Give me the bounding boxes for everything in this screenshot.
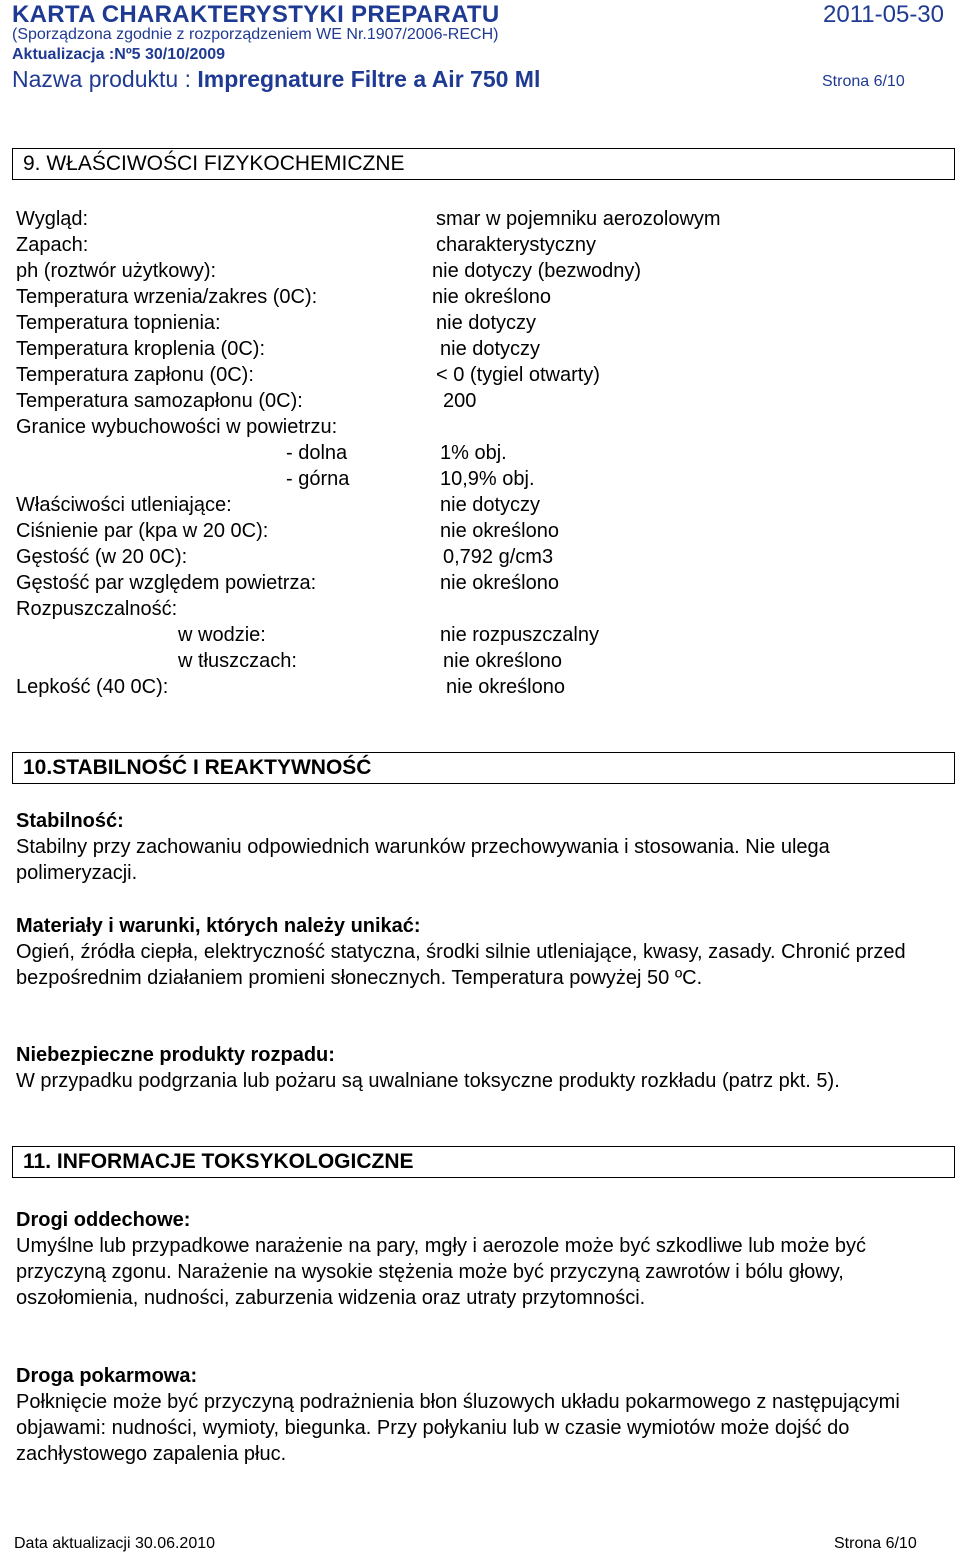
avoid-block	[16, 913, 916, 991]
property-label: Gęstość par względem powietrza:	[16, 572, 317, 594]
header-page-number: Strona 6/10	[822, 73, 905, 90]
property-label: - dolna	[286, 442, 348, 464]
document-title: KARTA CHARAKTERYSTYKI PREPARATU	[12, 1, 500, 28]
stability-block	[16, 808, 916, 886]
property-label: Temperatura zapłonu (0C):	[16, 364, 254, 386]
inhalation-heading: Drogi oddechowe:	[16, 1209, 191, 1231]
section-11-title: 11. INFORMACJE TOKSYKOLOGICZNE	[12, 1146, 955, 1178]
property-label: Temperatura samozapłonu (0C):	[16, 390, 303, 412]
oral-block	[16, 1363, 916, 1467]
property-label: Temperatura topnienia:	[16, 312, 221, 334]
property-label: Ciśnienie par (kpa w 20 0C):	[16, 520, 269, 542]
document-date: 2011-05-30	[823, 1, 944, 28]
stability-heading: Stabilność:	[16, 810, 124, 832]
property-label: Rozpuszczalność:	[16, 598, 178, 620]
product-line	[12, 66, 540, 93]
property-value: 0,792 g/cm3	[443, 546, 554, 568]
stability-text: Stabilny przy zachowaniu odpowiednich warunków przechowywania i stosowania. Nie ulega polimeryzacji.	[16, 836, 830, 884]
product-name: Impregnature Filtre a Air 750 Ml	[197, 66, 541, 92]
property-label: Lepkość (40 0C):	[16, 676, 169, 698]
property-value: nie dotyczy	[436, 312, 537, 334]
product-label: Nazwa produktu :	[12, 66, 198, 92]
property-label: w wodzie:	[178, 624, 266, 646]
property-value: 10,9% obj.	[440, 468, 535, 490]
property-value: smar w pojemniku aerozolowym	[436, 208, 721, 230]
property-label: Temperatura wrzenia/zakres (0C):	[16, 286, 318, 308]
section-9-title: 9. WŁAŚCIWOŚCI FIZYKOCHEMICZNE	[12, 148, 955, 180]
property-value: nie określono	[440, 572, 559, 594]
property-label: ph (roztwór użytkowy):	[16, 260, 217, 282]
footer-update-date: Data aktualizacji 30.06.2010	[14, 1535, 216, 1552]
update-note: Aktualizacja :Nº5 30/10/2009	[12, 46, 226, 63]
property-value: nie dotyczy	[440, 494, 541, 516]
property-value: nie określono	[446, 676, 565, 698]
property-value: < 0 (tygiel otwarty)	[436, 364, 600, 386]
section-10-title: 10.STABILNOŚĆ I REAKTYWNOŚĆ	[12, 752, 955, 784]
property-label: Temperatura kroplenia (0C):	[16, 338, 265, 360]
property-label: Zapach:	[16, 234, 89, 256]
property-label: - górna	[286, 468, 350, 490]
property-value: nie dotyczy	[440, 338, 541, 360]
inhalation-text: Umyślne lub przypadkowe narażenie na pary, mgły i aerozole może być szkodliwe lub może być przyczyną zgonu. Narażenie na wysokie stężenia może być przyczyną zawrotów i bólu głowy, oszołomienia, nudności, zaburzenia widzenia oraz utraty przytomności.	[16, 1235, 867, 1309]
property-value: 200	[443, 390, 477, 412]
regulation-note: (Sporządzona zgodnie z rozporządzeniem WE Nr.1907/2006-RECH)	[12, 26, 499, 43]
property-value: nie określono	[443, 650, 562, 672]
property-value: nie rozpuszczalny	[440, 624, 599, 646]
avoid-heading: Materiały i warunki, których należy unikać:	[16, 915, 421, 937]
property-value: nie dotyczy (bezwodny)	[432, 260, 641, 282]
property-label: w tłuszczach:	[178, 650, 297, 672]
property-label: Granice wybuchowości w powietrzu:	[16, 416, 338, 438]
decomposition-heading: Niebezpieczne produkty rozpadu:	[16, 1044, 335, 1066]
decomposition-text: W przypadku podgrzania lub pożaru są uwalniane toksyczne produkty rozkładu (patrz pkt. 5).	[16, 1070, 840, 1092]
property-label: Właściwości utleniające:	[16, 494, 232, 516]
decomposition-block	[16, 1042, 916, 1094]
oral-text: Połknięcie może być przyczyną podrażnienia błon śluzowych układu pokarmowego z następującymi objawami: nudności, wymioty, biegunka. Przy połykaniu lub w czasie wymiotów może dojść do zachłystowego zapalenia płuc.	[16, 1391, 900, 1465]
footer-page-number: Strona 6/10	[834, 1535, 917, 1552]
property-value: nie określono	[440, 520, 559, 542]
property-value: charakterystyczny	[436, 234, 597, 256]
inhalation-block	[16, 1207, 916, 1311]
property-value: 1% obj.	[440, 442, 507, 464]
property-label: Gęstość (w 20 0C):	[16, 546, 188, 568]
property-label: Wygląd:	[16, 208, 89, 230]
avoid-text: Ogień, źródła ciepła, elektryczność statyczna, środki silnie utleniające, kwasy, zasady. Chronić przed bezpośrednim działaniem promieni słonecznych. Temperatura powyżej 50 ºC.	[16, 941, 906, 989]
property-value: nie określono	[432, 286, 551, 308]
oral-heading: Droga pokarmowa:	[16, 1365, 198, 1387]
